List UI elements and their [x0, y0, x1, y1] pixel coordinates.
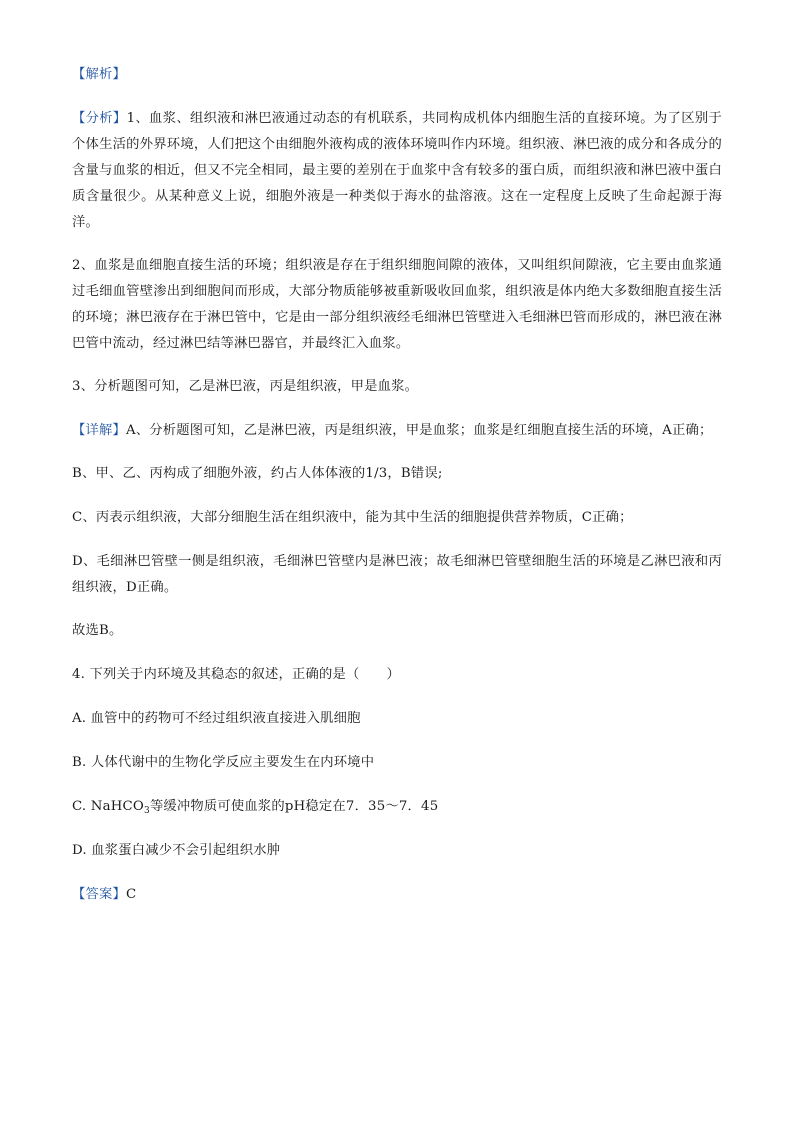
answer-line: [72, 882, 722, 908]
analysis-heading-label: 【解析】: [72, 67, 126, 82]
option-c-suffix: 等缓冲物质可使血浆的pH稳定在7．35～7．45: [149, 799, 439, 814]
analysis-text-2: 2、血浆是血细胞直接生活的环境；组织液是存在于组织细胞间隙的液体，又叫组织间隙液，它主要由血浆通过毛细血管壁渗出到细胞间而形成，大部分物质能够被重新吸收回血浆，组织液是体内绝大多数细胞直接生活的环境；淋巴液存在于淋巴管中，它是由一部分组织液经毛细淋巴管壁进入毛细淋巴管而形成的，淋巴液在淋巴管中流动，经过淋巴结等淋巴器官，并最终汇入血浆。: [72, 258, 722, 351]
analysis-paragraph-2: [72, 253, 722, 357]
analysis-heading: [72, 62, 722, 88]
question-option-b: [72, 750, 722, 776]
option-c-prefix: C. NaHCO: [72, 799, 144, 814]
analysis-text-3: 3、分析题图可知，乙是淋巴液，丙是组织液，甲是血浆。: [72, 379, 419, 394]
detail-label: 【详解】: [72, 423, 126, 438]
option-d-text: D. 血浆蛋白减少不会引起组织水肿: [72, 843, 281, 858]
detail-text-b: B、甲、乙、丙构成了细胞外液，约占人体体液的1/3，B错误;: [72, 466, 443, 481]
answer-value: C: [126, 887, 137, 902]
document-page: [72, 62, 722, 926]
analysis-label: 【分析】: [72, 111, 127, 126]
detail-text-c: C、丙表示组织液，大部分细胞生活在组织液中，能为其中生活的细胞提供营养物质，C正确；: [72, 510, 633, 525]
question-option-d: [72, 838, 722, 864]
detail-text-a: A、分析题图可知，乙是淋巴液，丙是组织液，甲是血浆；血浆是红细胞直接生活的环境，A正确；: [126, 423, 713, 438]
option-b-text: B. 人体代谢中的生物化学反应主要发生在内环境中: [72, 755, 375, 770]
question-stem-text: 4. 下列关于内环境及其稳态的叙述，正确的是（ ）: [72, 667, 400, 682]
analysis-paragraph-1: [72, 106, 722, 236]
detail-paragraph-a: [72, 418, 722, 444]
option-a-text: A. 血管中的药物可不经过组织液直接进入肌细胞: [72, 711, 361, 726]
detail-conclusion-text: 故选B。: [72, 623, 123, 638]
analysis-paragraph-3: [72, 374, 722, 400]
analysis-text-1: 1、血浆、组织液和淋巴液通过动态的有机联系，共同构成机体内细胞生活的直接环境。为了区别于个体生活的外界环境，人们把这个由细胞外液构成的液体环境叫作内环境。组织液、淋巴液的成分和各成分的含量与血浆的相近，但又不完全相同，最主要的差别在于血浆中含有较多的蛋白质，而组织液和淋巴液中蛋白质含量很少。从某种意义上说，细胞外液是一种类似于海水的盐溶液。这在一定程度上反映了生命起源于海洋。: [72, 111, 722, 230]
question-option-c: [72, 794, 722, 820]
answer-label: 【答案】: [72, 887, 126, 902]
option-c-subscript: 3: [144, 806, 150, 816]
detail-conclusion: [72, 618, 722, 644]
detail-paragraph-d: [72, 549, 722, 601]
question-option-a: [72, 706, 722, 732]
detail-text-d: D、毛细淋巴管壁一侧是组织液，毛细淋巴管壁内是淋巴液；故毛细淋巴管壁细胞生活的环境是乙淋巴液和丙组织液，D正确。: [72, 554, 722, 595]
detail-paragraph-b: [72, 461, 722, 487]
detail-paragraph-c: [72, 505, 722, 531]
question-stem: [72, 662, 722, 688]
